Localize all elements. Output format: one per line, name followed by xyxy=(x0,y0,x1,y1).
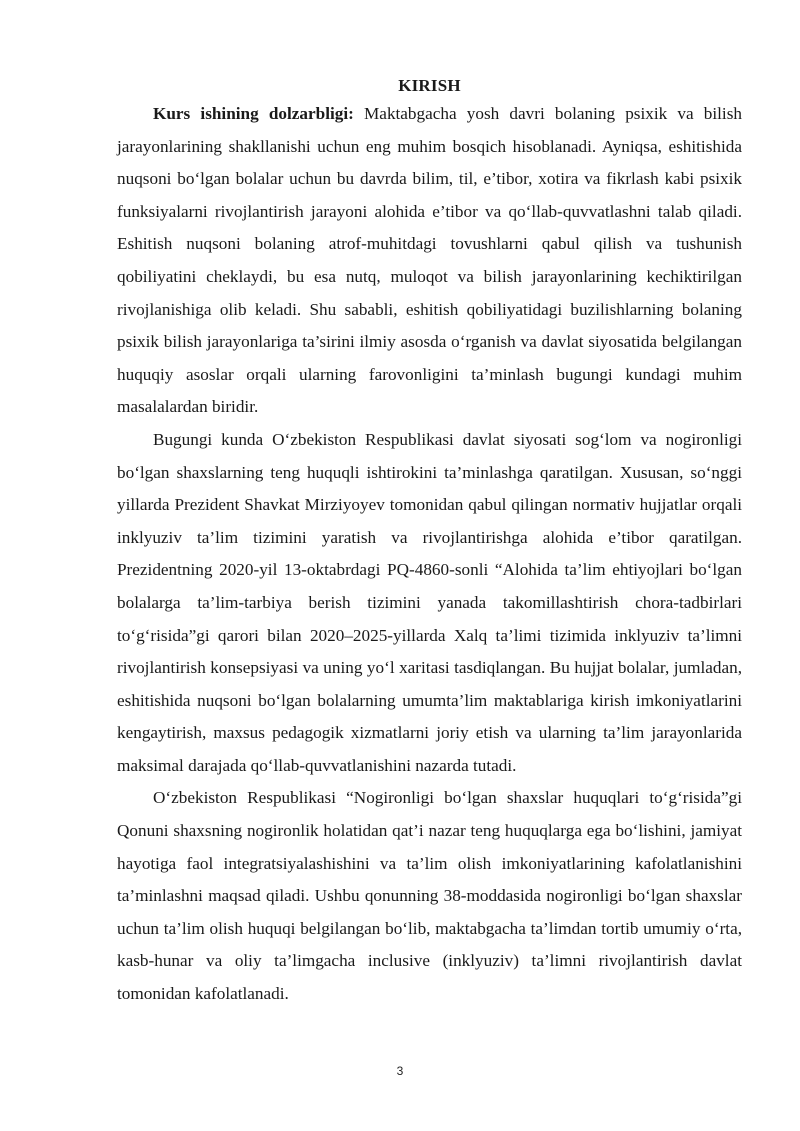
paragraph-text: Bugungi kunda Oʻzbekiston Respublikasi davlat siyosati sogʻlom va nogironligi boʻlgan shaxslarning teng huquqli ishtirokini ta’minlashga qaratilgan. Xususan, soʻnggi yillarda Prezident Shavkat Mirziyoyev tomonidan qabul qilingan normativ hujjatlar orqali inklyuziv ta’lim tizimini yaratish va rivojlantirishga alohida e’tibor qaratilgan. Prezidentning 2020-yil 13-oktabrdagi PQ-4860-sonli “Alohida ta’lim ehtiyojlari boʻlgan bolalarga ta’lim-tarbiya berish tizimini yanada takomillashtirish chora-tadbirlari toʻgʻrisida”gi qarori bilan 2020–2025-yillarda Xalq ta’limi tizimida inklyuziv ta’limni rivojlantirish konsepsiyasi va uning yoʻl xaritasi tasdiqlangan. Bu hujjat bolalar, jumladan, eshitishida nuqsoni boʻlgan bolalarning umumta’lim maktablariga kirish imkoniyatlarini kengaytirish, maxsus pedagogik xizmatlarni joriy etish va ularning ta’lim jarayonlarida maksimal darajada qoʻllab-quvvatlanishini nazarda tutadi. xyxy=(117,429,742,775)
paragraph-state-policy xyxy=(117,424,742,783)
document-page xyxy=(117,75,742,1011)
page-number: 3 xyxy=(396,1064,404,1078)
paragraph-text: Maktabgacha yosh davri bolaning psixik va bilish jarayonlarining shakllanishi uchun eng muhim bosqich hisoblanadi. Ayniqsa, eshitishida nuqsoni boʻlgan bolalar uchun bu davrda bilim, til, e’tibor, xotira va fikrlash kabi psixik funksiyalarni rivojlantirish jarayoni alohida e’tibor va qoʻllab-quvvatlashni talab qiladi. Eshitish nuqsoni bolaning atrof-muhitdagi tovushlarni qabul qilish va tushunish qobiliyatini cheklaydi, bu esa nutq, muloqot va bilish jarayonlarining kechiktirilgan rivojlanishiga olib keladi. Shu sababli, eshitish qobiliyatidagi buzilishlarning bolaning psixik bilish jarayonlariga ta’sirini ilmiy asosda oʻrganish va davlat siyosatida belgilangan huquqiy asoslar orqali ularning farovonligini ta’minlash bugungi kundagi muhim masalalardan biridir. xyxy=(117,104,742,417)
paragraph-lead: Kurs ishining dolzarbligi: xyxy=(153,104,354,123)
paragraph-relevance xyxy=(117,98,742,424)
paragraph-law xyxy=(117,782,742,1010)
section-title: KIRISH xyxy=(398,76,461,95)
paragraph-text: Oʻzbekiston Respublikasi “Nogironligi boʻlgan shaxslar huquqlari toʻgʻrisida”gi Qonuni shaxsning nogironlik holatidan qat’i nazar teng huquqlarga ega boʻlishini, jamiyat hayotiga faol integratsiyalashishini va ta’lim olish imkoniyatlarining kafolatlanishini ta’minlashni maqsad qiladi. Ushbu qonunning 38-moddasida nogironligi boʻlgan shaxslar uchun ta’lim olish huquqi belgilangan boʻlib, maktabgacha ta’limdan tortib umumiy oʻrta, kasb-hunar va oliy ta’limgacha inclusive (inklyuziv) ta’limni rivojlantirish davlat tomonidan kafolatlanadi. xyxy=(117,788,742,1004)
